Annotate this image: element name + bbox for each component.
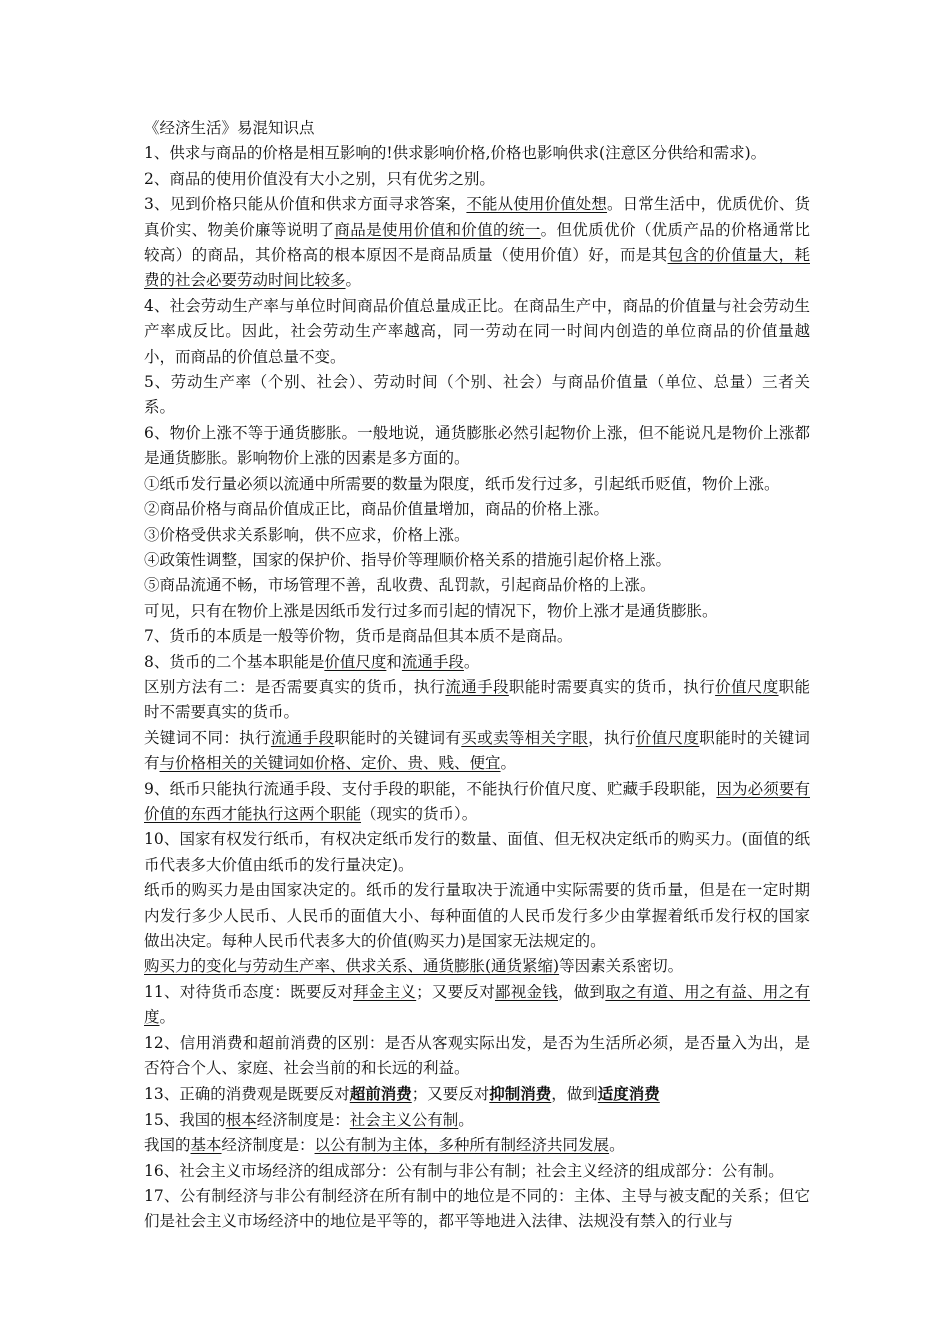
- text-run: （现实的货币）。: [361, 804, 478, 823]
- paragraph: [144, 980, 810, 1031]
- text-run: 。日常生活中，优质优价、货真价实、物美价廉等说明了: [144, 195, 810, 239]
- text-run: 职能时的关键词有: [334, 728, 462, 747]
- text-run: 。: [609, 1136, 625, 1155]
- underlined-text: 适度消费: [597, 1084, 660, 1104]
- underlined-text: 买或卖等相关字眼: [461, 728, 589, 747]
- underlined-text: 包含的价值量大，耗费的社会必要劳动时间比较多: [144, 246, 810, 290]
- underlined-text: 流通手段: [445, 677, 509, 696]
- text-run: 关键词不同：执行: [144, 728, 271, 747]
- paragraph: [144, 573, 810, 598]
- underlined-text: 不能从使用价值处想: [466, 195, 608, 214]
- text-run: 职能时的关键词有: [144, 728, 810, 773]
- underlined-text: 价值尺度: [324, 652, 387, 671]
- underlined-text: 拜金主义: [353, 982, 417, 1001]
- text-run: ⑤商品流通不畅，市场管理不善，乱收费、乱罚款，引起商品价格的上涨。: [144, 576, 656, 595]
- text-run: 5、劳动生产率（个别、社会）、劳动时间（个别、社会）与商品价值量（单位、总量）三者关系。: [144, 373, 810, 417]
- text-run: 。但优质优价（优质产品的价格通常比较高）的商品，其价格高的根本原因不是商品质量（使用价值）好，而是其: [144, 220, 810, 265]
- underlined-text: 取之有道、用之有益、用之有度: [144, 982, 810, 1027]
- paragraph: [144, 141, 810, 166]
- text-run: 等因素关系密切。: [559, 957, 684, 976]
- text-run: 职能时需要真实的货币，执行: [508, 677, 716, 696]
- underlined-text: 基本: [190, 1136, 222, 1155]
- paragraph: [144, 777, 810, 828]
- text-run: ，做到: [558, 982, 606, 1001]
- text-run: 2、商品的使用价值没有大小之别，只有优劣之别。: [144, 169, 495, 188]
- underlined-text: 与价格相关的关键词如价格、定价、贵、贱、便宜: [159, 754, 501, 773]
- document-body: [144, 141, 810, 1234]
- paragraph: [144, 497, 810, 522]
- text-run: 。: [463, 652, 480, 671]
- text-run: 8、货币的二个基本职能是: [144, 652, 325, 671]
- text-run: 4、社会劳动生产率与单位时间商品价值总量成正比。在商品生产中，商品的价值量与社会劳动生产率成反比。因此，社会劳动生产率越高，同一劳动在同一时间内创造的单位商品的价值量越小，而商品的价值总量不变。: [144, 296, 810, 366]
- paragraph: [144, 192, 810, 294]
- text-run: 12、信用消费和超前消费的区别：是否从客观实际出发，是否为生活所必须，是否量入为出，是否符合个人、家庭、社会当前的和长远的利益。: [144, 1033, 810, 1078]
- text-run: 7、货币的本质是一般等价物，货币是商品但其本质不是商品。: [144, 627, 573, 646]
- text-run: 13、正确的消费观是既要反对: [144, 1085, 350, 1104]
- paragraph: [144, 954, 810, 979]
- underlined-text: 购买力的变化与劳动生产率、供求关系、通货膨胀(通货紧缩): [144, 957, 560, 976]
- underlined-text: 抑制消费: [489, 1084, 552, 1104]
- paragraph: [144, 624, 810, 649]
- paragraph: [144, 167, 810, 192]
- text-run: 职能时不需要真实的货币。: [144, 677, 810, 722]
- text-run: 。: [345, 271, 362, 290]
- text-run: 1、供求与商品的价格是相互影响的!供求影响价格,价格也影响供求(注意区分供给和需求)。: [144, 144, 767, 163]
- paragraph: [144, 1031, 810, 1082]
- paragraph: [144, 726, 810, 777]
- text-run: 11、对待货币态度：既要反对: [144, 982, 354, 1001]
- text-run: 纸币的购买力是由国家决定的。纸币的发行量取决于流通中实际需要的货币量，但是在一定时期内发行多少人民币、人民币的面值大小、每种面值的人民币发行多少由掌握着纸币发行权的国家做出决定。每种人民币代表多大的价值(购买力)是国家无法规定的。: [144, 881, 810, 950]
- underlined-text: 社会主义公有制: [349, 1110, 459, 1129]
- underlined-text: 价值尺度: [635, 728, 700, 747]
- text-run: 我国的: [144, 1136, 191, 1155]
- text-run: ；又要反对: [416, 982, 495, 1001]
- paragraph: [144, 599, 810, 624]
- paragraph: [144, 1184, 810, 1235]
- paragraph: [144, 1159, 810, 1184]
- text-run: 16、社会主义市场经济的组成部分：公有制与非公有制；社会主义经济的组成部分：公有制。: [144, 1161, 784, 1180]
- text-run: 3、见到价格只能从价值和供求方面寻求答案，: [144, 195, 467, 214]
- underlined-text: 流通手段: [270, 728, 335, 747]
- paragraph: [144, 523, 810, 548]
- underlined-text: 流通手段: [401, 652, 464, 671]
- underlined-text: 因为必须要有价值的东西才能执行这两个职能: [144, 779, 810, 823]
- text-run: 。: [458, 1110, 474, 1129]
- text-run: ，执行: [588, 728, 636, 747]
- text-run: 。: [159, 1008, 176, 1027]
- underlined-text: 根本: [225, 1110, 257, 1129]
- underlined-text: 价值尺度: [715, 677, 779, 696]
- text-run: 9、纸币只能执行流通手段、支付手段的职能，不能执行价值尺度、贮藏手段职能，: [144, 779, 717, 798]
- paragraph: [144, 370, 810, 421]
- paragraph: [144, 548, 810, 573]
- text-run: ①纸币发行量必须以流通中所需要的数量为限度，纸币发行过多，引起纸币贬值，物价上涨。: [144, 474, 780, 493]
- text-run: 10、国家有权发行纸币，有权决定纸币发行的数量、面值、但无权决定纸币的购买力。(面值的纸币代表多大价值由纸币的发行量决定)。: [144, 830, 810, 874]
- document-title: 《经济生活》易混知识点: [144, 119, 315, 137]
- paragraph: [144, 827, 810, 878]
- document-page: [144, 116, 810, 1235]
- text-run: 15、我国的: [144, 1110, 226, 1129]
- underlined-text: 以公有制为主体，多种所有制经济共同发展: [314, 1136, 610, 1155]
- underlined-text: 商品是使用价值和价值的统一: [334, 220, 541, 239]
- text-run: ④政策性调整，国家的保护价、指导价等理顺价格关系的措施引起价格上涨。: [144, 550, 672, 569]
- text-run: 6、物价上涨不等于通货膨胀。一般地说，通货膨胀必然引起物价上涨，但不能说凡是物价上涨都是通货膨胀。影响物价上涨的因素是多方面的。: [144, 423, 810, 468]
- paragraph: [144, 294, 810, 370]
- text-run: 17、公有制经济与非公有制经济在所有制中的地位是不同的：主体、主导与被支配的关系；但它们是社会主义市场经济中的地位是平等的，都平等地进入法律、法规没有禁入的行业与: [144, 1187, 810, 1231]
- paragraph: [144, 421, 810, 472]
- text-run: 经济制度是：: [221, 1136, 315, 1155]
- paragraph: [144, 878, 810, 954]
- paragraph: [144, 1081, 810, 1107]
- paragraph: [144, 1108, 810, 1133]
- text-run: 可见，只有在物价上涨是因纸币发行过多而引起的情况下，物价上涨才是通货膨胀。: [144, 601, 718, 620]
- text-run: 区别方法有二：是否需要真实的货币，执行: [144, 677, 446, 696]
- paragraph: [144, 472, 810, 497]
- text-run: ，做到: [551, 1085, 598, 1104]
- text-run: ③价格受供求关系影响，供不应求，价格上涨。: [144, 525, 470, 544]
- text-run: 和: [386, 652, 402, 671]
- paragraph: [144, 1133, 810, 1158]
- text-run: ；又要反对: [411, 1085, 490, 1104]
- text-run: 。: [500, 754, 517, 773]
- underlined-text: 鄙视金钱: [494, 982, 559, 1001]
- text-run: 经济制度是：: [256, 1110, 350, 1129]
- paragraph: [144, 650, 810, 675]
- paragraph: [144, 675, 810, 726]
- text-run: ②商品价格与商品价值成正比，商品价值量增加，商品的价格上涨。: [144, 500, 610, 519]
- underlined-text: 超前消费: [349, 1084, 412, 1104]
